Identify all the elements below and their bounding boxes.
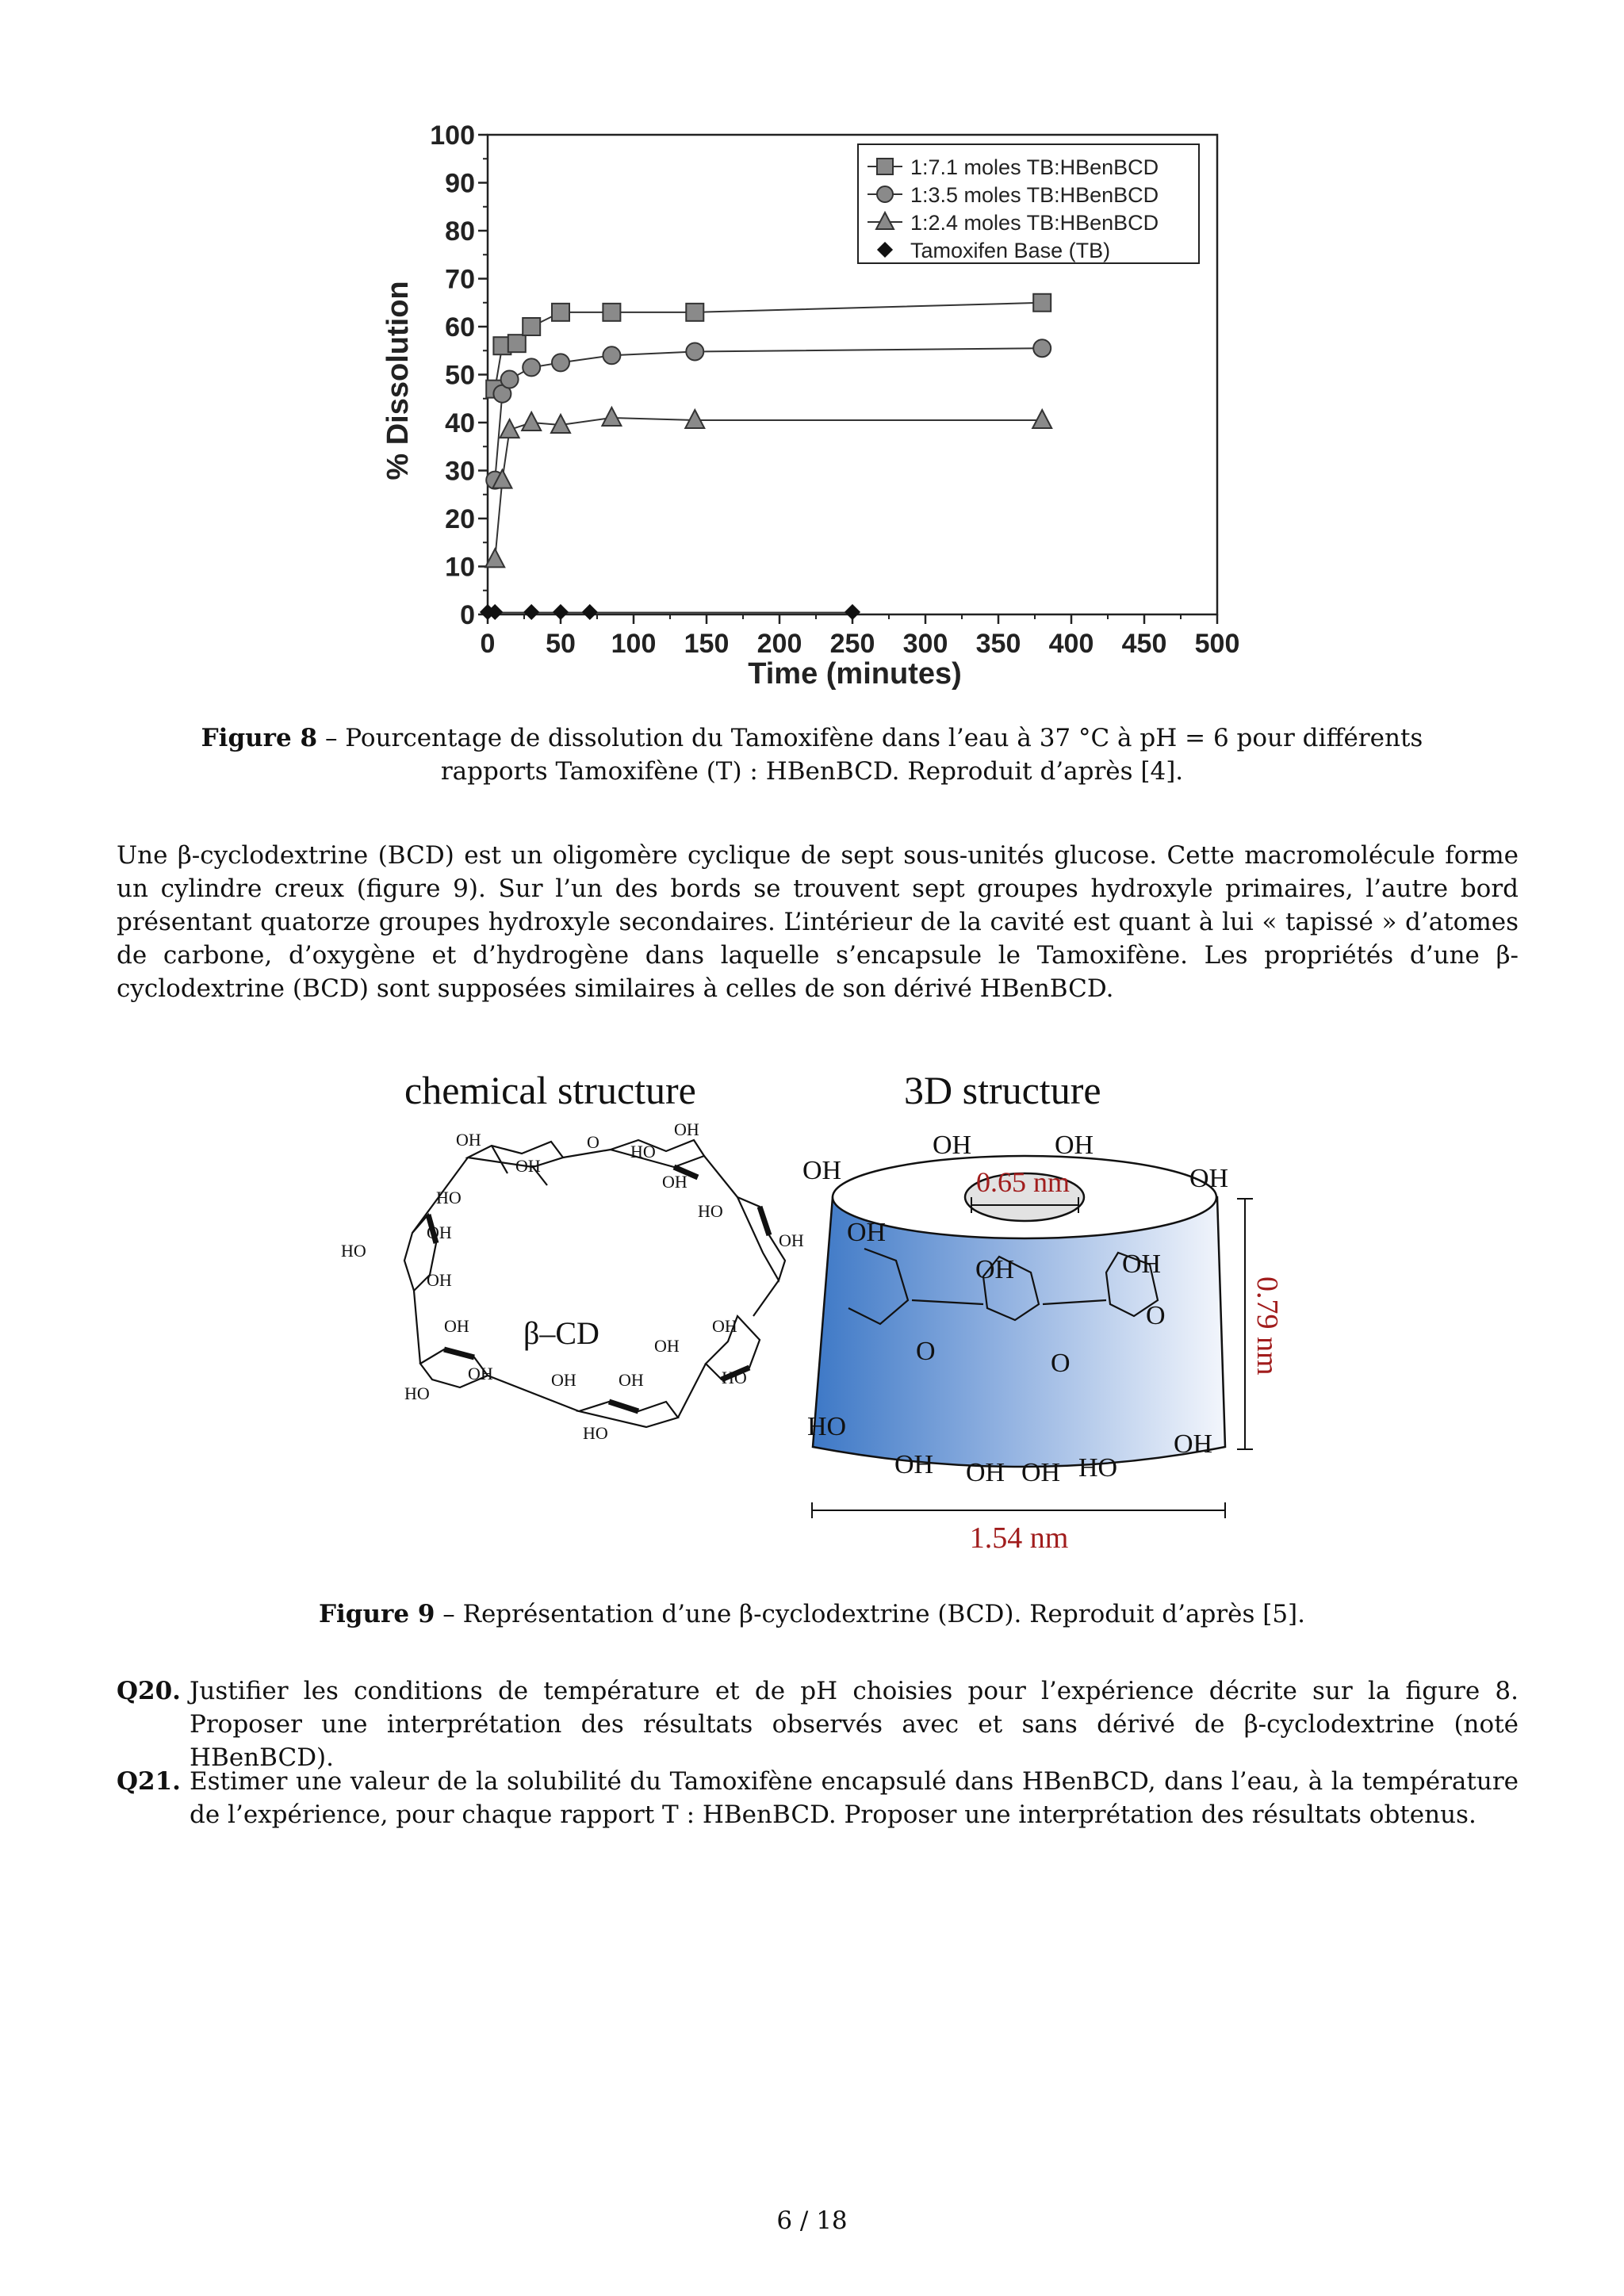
- legend-label: Tamoxifen Base (TB): [910, 239, 1111, 262]
- oh-label: OH: [444, 1316, 469, 1336]
- x-tick-label: 500: [1194, 629, 1240, 659]
- series-line: [495, 303, 1042, 389]
- series-triangle: [485, 408, 1051, 567]
- series-circle: [486, 339, 1051, 488]
- oh-label: OH: [427, 1223, 452, 1242]
- data-point: [552, 304, 569, 321]
- y-tick-label: 50: [445, 360, 475, 391]
- oh-label: OH: [1055, 1131, 1094, 1160]
- ho-label: HO: [341, 1241, 366, 1261]
- data-point: [603, 346, 620, 364]
- dimension-height: [1237, 1199, 1253, 1449]
- question-text: Estimer une valeur de la solubilité du Tamoxifène encapsulé dans HBenBCD, dans l’eau, à la température de l’expérience, pour chaque rapport T : HBenBCD. Proposer une interprétation des résultats obtenus.: [190, 1767, 1519, 1829]
- oh-label: OH: [674, 1119, 699, 1139]
- y-tick-label: 70: [445, 264, 475, 295]
- y-tick-label: 10: [445, 552, 475, 583]
- data-point: [1033, 294, 1051, 312]
- o-label: O: [1051, 1349, 1071, 1378]
- oh-label: OH: [1021, 1458, 1061, 1487]
- o-label: O: [916, 1337, 936, 1366]
- x-tick-label: 350: [975, 629, 1021, 659]
- oh-label: OH: [779, 1230, 804, 1250]
- data-point: [523, 358, 540, 376]
- chart-ylabel: % Dissolution: [381, 281, 415, 480]
- oh-label: OH: [1122, 1249, 1162, 1279]
- o-label: O: [587, 1132, 599, 1152]
- oh-label: OH: [847, 1218, 887, 1247]
- data-point: [845, 605, 860, 619]
- ho-label: HO: [807, 1412, 847, 1441]
- oh-label: OH: [427, 1270, 452, 1290]
- beta-cd-label: β–CD: [523, 1315, 599, 1351]
- figure8-caption: [151, 721, 1473, 788]
- glucose-unit: [737, 1197, 785, 1280]
- data-point: [603, 304, 620, 321]
- data-point: [602, 408, 621, 426]
- data-point: [686, 304, 703, 321]
- question-q20: [117, 1674, 1519, 1774]
- cyclodextrin-figure: [325, 1062, 1308, 1562]
- ho-label: HO: [436, 1188, 462, 1207]
- oh-label: OH: [975, 1255, 1015, 1284]
- intro-paragraph: Une β-cyclodextrine (BCD) est un oligomère cyclique de sept sous-unités glucose. Cette macromolécule forme un cylindre creux (figure 9). Sur l’un des bords se trouvent sept groupes hydroxyle primaires, l’autre bord présentant quatorze groupes hydroxyle secondaires. L’intérieur de la cavité est quant à lui « tapissé » d’atomes de carbone, d’oxygène et d’hydrogène dans laquelle s’encapsule le Tamoxifène. Les propriétés d’une β-cyclodextrine (BCD) sont supposées similaires à celles de son dérivé HBenBCD.: [117, 841, 1519, 1003]
- data-point: [552, 354, 569, 371]
- ho-label: HO: [404, 1383, 430, 1403]
- x-tick-label: 400: [1048, 629, 1094, 659]
- data-point: [500, 419, 519, 438]
- oh-label: OH: [468, 1364, 493, 1383]
- oh-label: OH: [654, 1336, 680, 1356]
- x-tick-label: 200: [756, 629, 802, 659]
- chart-legend: [858, 144, 1199, 263]
- y-tick-label: 90: [445, 168, 475, 199]
- oh-label: OH: [662, 1172, 688, 1192]
- question-q21: [117, 1765, 1519, 1831]
- figure9-caption-label: Figure 9: [318, 1600, 435, 1628]
- dimension-diameter-label: 1.54 nm: [969, 1521, 1069, 1555]
- chart-xlabel: Time (minutes): [748, 657, 962, 691]
- y-tick-label: 40: [445, 408, 475, 438]
- dimension-diameter: [812, 1502, 1225, 1518]
- y-tick-label: 30: [445, 456, 475, 487]
- data-point: [524, 605, 538, 619]
- data-point: [553, 605, 568, 619]
- y-tick-label: 100: [430, 121, 475, 151]
- y-tick-label: 80: [445, 216, 475, 247]
- data-point: [522, 412, 541, 430]
- data-point: [877, 159, 893, 174]
- question-label: Q21.: [117, 1767, 181, 1796]
- oh-label: OH: [515, 1156, 541, 1176]
- x-tick-label: 150: [684, 629, 730, 659]
- question-label: Q20.: [117, 1677, 181, 1705]
- question-text: Justifier les conditions de température et de pH choisies pour l’expérience décrite sur la figure 8. Proposer une interprétation des résultats observés avec et sans dérivé de β-cyclodextrine (noté HBenBCD).: [190, 1677, 1519, 1772]
- legend-label: 1:3.5 moles TB:HBenBCD: [910, 183, 1159, 207]
- data-point: [686, 342, 703, 360]
- ho-label: HO: [1078, 1453, 1118, 1483]
- chemical-structure-title: chemical structure: [404, 1068, 696, 1112]
- ho-label: HO: [722, 1368, 747, 1387]
- oh-label: OH: [619, 1370, 644, 1390]
- oh-label: OH: [551, 1370, 576, 1390]
- series-line: [495, 348, 1042, 480]
- oh-label: OH: [894, 1450, 934, 1479]
- data-point: [1033, 339, 1051, 357]
- page-number: 6 / 18: [776, 2206, 848, 2235]
- legend-label: 1:7.1 moles TB:HBenBCD: [910, 155, 1159, 179]
- x-tick-label: 450: [1121, 629, 1167, 659]
- figure8-caption-label: Figure 8: [201, 724, 318, 752]
- dimension-cavity-label: 0.65 nm: [975, 1166, 1071, 1198]
- oh-label: OH: [1174, 1429, 1213, 1459]
- oh-label: OH: [456, 1130, 481, 1150]
- ho-label: HO: [698, 1201, 723, 1221]
- oh-label: OH: [1189, 1164, 1229, 1193]
- x-tick-label: 300: [902, 629, 948, 659]
- x-tick-label: 50: [546, 629, 576, 659]
- ho-label: HO: [583, 1423, 608, 1443]
- data-point: [685, 410, 704, 428]
- data-point: [1032, 410, 1051, 428]
- o-label: O: [1146, 1301, 1166, 1330]
- ho-label: HO: [630, 1142, 656, 1161]
- y-tick-label: 0: [460, 600, 475, 630]
- x-tick-label: 0: [480, 629, 496, 659]
- figure8-caption-text: – Pourcentage de dissolution du Tamoxifène dans l’eau à 37 °C à pH = 6 pour différents rapports Tamoxifène (T) : HBenBCD. Reproduit d’après [4].: [317, 724, 1423, 786]
- oh-label: OH: [966, 1458, 1005, 1487]
- oh-label: OH: [802, 1156, 842, 1185]
- glucose-unit: [611, 1140, 704, 1177]
- data-point: [877, 186, 893, 202]
- figure9-caption-text: – Représentation d’une β-cyclodextrine (BCD). Reproduit d’après [5].: [435, 1600, 1305, 1628]
- y-tick-label: 20: [445, 504, 475, 534]
- chart-series: [481, 294, 1051, 619]
- figure9-caption: [151, 1598, 1473, 1631]
- series-square: [486, 294, 1051, 398]
- data-point: [501, 371, 519, 388]
- dissolution-chart: [373, 119, 1277, 706]
- 3d-structure-title: 3D structure: [904, 1068, 1101, 1112]
- data-point: [583, 605, 597, 619]
- dimension-height-label: 0.79 nm: [1251, 1276, 1284, 1376]
- data-point: [523, 318, 540, 335]
- y-tick-label: 60: [445, 312, 475, 342]
- oh-label: OH: [712, 1316, 737, 1336]
- series-line: [495, 418, 1042, 559]
- oh-label: OH: [933, 1131, 972, 1160]
- legend-label: 1:2.4 moles TB:HBenBCD: [910, 211, 1159, 235]
- x-tick-label: 100: [611, 629, 657, 659]
- data-point: [508, 335, 526, 352]
- x-tick-label: 250: [829, 629, 875, 659]
